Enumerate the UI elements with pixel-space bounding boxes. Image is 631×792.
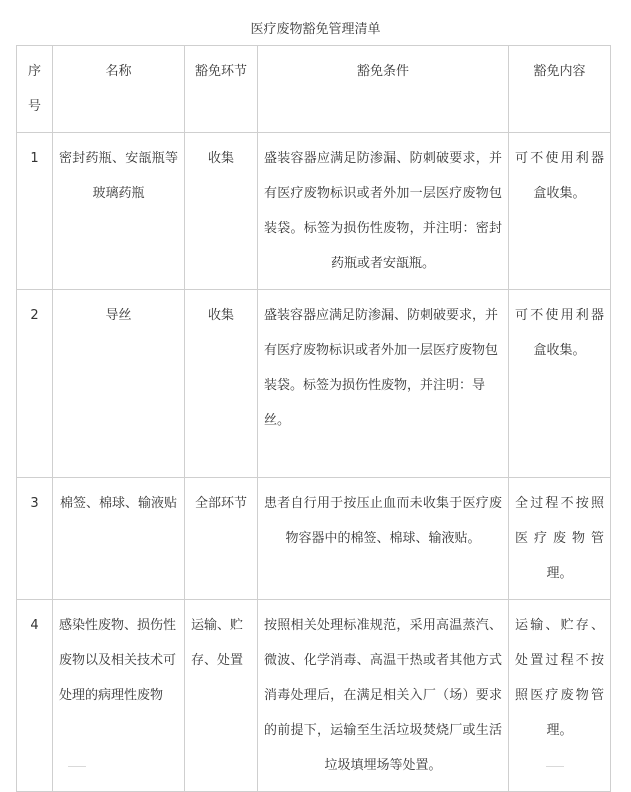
cell-name-text: 导丝	[105, 308, 132, 323]
header-condition	[258, 46, 509, 133]
header-name	[53, 46, 185, 133]
cell-stage-text: 全部环节	[194, 496, 247, 511]
header-index-label: 序号	[27, 64, 41, 114]
cell-content	[509, 133, 611, 290]
header-condition-label: 豁免条件	[356, 64, 409, 79]
cell-condition-text: 盛装容器应满足防渗漏、防刺破要求，并有医疗废物标识或者外加一层医疗废物包装袋。标签为损伤性废物，并注明：密封药瓶或者安瓿瓶。	[264, 151, 502, 271]
cell-stage-text: 运输、贮存、处置	[191, 618, 244, 668]
table-row	[17, 600, 611, 792]
cell-name-text: 棉签、棉球、输液贴	[59, 496, 177, 511]
cell-condition-text: 按照相关处理标准规范，采用高温蒸汽、微波、化学消毒、高温干热或者其他方式消毒处理后，在满足相关入厂（场）要求的前提下，运输至生活垃圾焚烧厂或生活垃圾填埋场等处置。	[264, 618, 502, 773]
cell-index	[17, 600, 53, 792]
cell-stage	[185, 133, 258, 290]
cell-content	[509, 290, 611, 478]
cell-stage-text: 收集	[207, 151, 234, 166]
cell-name	[53, 478, 185, 600]
cell-condition	[258, 600, 509, 792]
cell-content	[509, 478, 611, 600]
page-break-mark-right	[546, 766, 564, 767]
cell-stage-text: 收集	[207, 308, 234, 323]
cell-condition-text: 盛装容器应满足防渗漏、防刺破要求，并有医疗废物标识或者外加一层医疗废物包装袋。标签为损伤性废物，并注明：导丝。	[264, 308, 499, 428]
cell-index	[17, 133, 53, 290]
cell-index	[17, 478, 53, 600]
cell-index-text: 2	[30, 308, 39, 323]
document-title: 医疗废物豁免管理清单	[250, 22, 381, 37]
cell-stage	[185, 290, 258, 478]
header-index	[17, 46, 53, 133]
header-content-label: 豁免内容	[533, 64, 586, 79]
cell-condition	[258, 478, 509, 600]
cell-name	[53, 133, 185, 290]
table-row	[17, 478, 611, 600]
cell-condition	[258, 290, 509, 478]
cell-condition	[258, 133, 509, 290]
cell-index	[17, 290, 53, 478]
cell-name	[53, 600, 185, 792]
page-break-mark-left	[68, 766, 86, 767]
cell-condition-text: 患者自行用于按压止血而未收集于医疗废物容器中的棉签、棉球、输液贴。	[264, 496, 502, 546]
cell-content-text: 全过程不按照医疗废物管理。	[515, 496, 604, 581]
cell-content-text: 可不使用利器盒收集。	[515, 151, 604, 201]
header-stage	[185, 46, 258, 133]
table-row	[17, 290, 611, 478]
cell-name-text: 密封药瓶、安瓿瓶等玻璃药瓶	[59, 151, 178, 201]
cell-index-text: 4	[30, 618, 39, 633]
header-content	[509, 46, 611, 133]
header-name-label: 名称	[105, 64, 132, 79]
cell-content	[509, 600, 611, 792]
header-stage-label: 豁免环节	[194, 64, 247, 79]
cell-content-text: 运输、贮存、处置过程不按照医疗废物管理。	[515, 618, 604, 738]
cell-stage	[185, 600, 258, 792]
cell-name-text: 感染性废物、损伤性废物以及相关技术可处理的病理性废物	[59, 618, 177, 703]
exemption-list-table	[16, 45, 611, 792]
cell-stage	[185, 478, 258, 600]
cell-content-text: 可不使用利器盒收集。	[515, 308, 604, 358]
table-header-row	[17, 46, 611, 133]
cell-name	[53, 290, 185, 478]
cell-index-text: 1	[30, 151, 39, 166]
cell-index-text: 3	[30, 496, 39, 511]
table-row	[17, 133, 611, 290]
